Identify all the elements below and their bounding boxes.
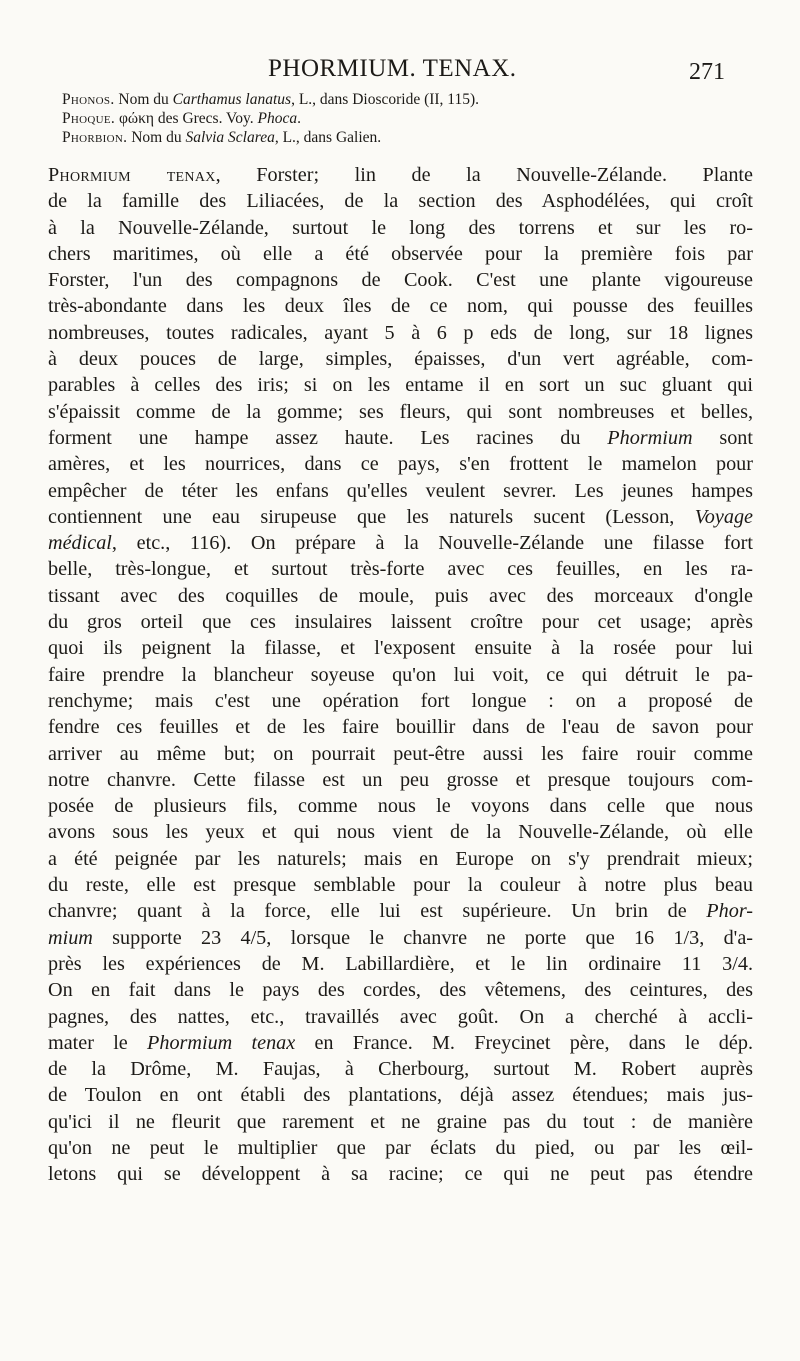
text-line [48, 714, 753, 740]
text-line [48, 346, 753, 372]
text-segment: belle, très-longue, et surtout très-forte avec ces feuilles, en les ra- [48, 558, 753, 581]
running-title: PHORMIUM. TENAX. [268, 55, 517, 82]
italic-segment: médical [48, 532, 112, 555]
text-segment: renchyme; mais c'est une opération fort longue : on a proposé de [48, 689, 753, 712]
text-line [48, 1030, 753, 1056]
text-line [48, 609, 753, 635]
text-line [48, 1004, 753, 1030]
entry-rest: , L., dans Dioscoride (II, 115). [291, 91, 480, 108]
text-line [48, 267, 753, 293]
entry-text: Nom du [114, 91, 173, 108]
text-line [48, 425, 753, 451]
entry-rest: , L., dans Galien. [274, 129, 382, 146]
entry-text: φώκη des Grecs. Voy. [115, 110, 258, 127]
text-segment: du reste, elle est presque semblable pour la couleur à notre plus beau [48, 874, 753, 897]
entry-rest: . [297, 110, 301, 127]
text-segment: forment une hampe assez haute. Les racines du [48, 426, 608, 449]
text-line [48, 1135, 753, 1161]
text-segment: , etc., 116). On prépare à la Nouvelle-Zélande une filasse fort [111, 532, 753, 555]
text-segment: nombreuses, toutes radicales, ayant 5 à 6 p eds de long, sur 18 lignes [48, 321, 753, 344]
text-segment: qu'ici il ne fleurit que rarement et ne graine pas du tout : de manière [48, 1110, 753, 1133]
text-line [48, 1109, 753, 1135]
short-entries [62, 90, 742, 147]
text-line [48, 556, 753, 582]
text-line [48, 793, 753, 819]
text-segment: On en fait dans le pays des cordes, des vêtemens, des ceintures, des [48, 979, 753, 1002]
text-segment: contiennent une eau sirupeuse que les naturels sucent (Lesson, [48, 505, 695, 528]
dictionary-entry [62, 109, 742, 128]
text-line [48, 451, 753, 477]
text-line [48, 977, 753, 1003]
text-segment: quoi ils peignent la filasse, et l'exposent ensuite à la rosée pour lui [48, 637, 753, 660]
text-segment: sont [692, 426, 754, 449]
text-segment: de Toulon en ont établi des plantations, déjà assez étendues; mais jus- [48, 1084, 753, 1107]
text-segment: du gros orteil que ces insulaires laissent croître pour cet usage; après [48, 611, 753, 634]
running-head [0, 55, 800, 95]
text-line [48, 215, 753, 241]
text-segment: Phormium tenax [48, 164, 216, 186]
text-line [48, 530, 753, 556]
entry-head: Phoque. [62, 110, 116, 127]
italic-segment: Voyage [694, 505, 753, 528]
italic-segment: Phor- [706, 900, 753, 923]
text-segment: amères, et les nourrices, dans ce pays, s'en frottent le mamelon pour [48, 453, 753, 476]
text-segment: de la Drôme, M. Faujas, à Cherbourg, surtout M. Robert auprès [48, 1058, 753, 1081]
text-segment: parables à celles des iris; si on les entame il en sort un suc gluant qui [48, 374, 753, 397]
text-segment: letons qui se développent à sa racine; ce qui ne peut pas étendre [48, 1163, 753, 1186]
text-line [48, 504, 753, 530]
entry-italic: Salvia Sclarea [185, 129, 275, 146]
text-line [48, 767, 753, 793]
text-segment: supporte 23 4/5, lorsque le chanvre ne porte que 16 1/3, d'a- [92, 926, 753, 949]
text-segment: chanvre; quant à la force, elle lui est supérieure. Un brin de [48, 900, 707, 923]
text-segment: s'épaissit comme de la gomme; ses fleurs, qui sont nombreuses et belles, [48, 400, 753, 423]
text-segment: tissant avec des coquilles de moule, puis avec des morceaux d'ongle [48, 584, 753, 607]
text-segment: a été peignée par les naturels; mais en Europe on s'y prendrait mieux; [48, 847, 753, 870]
text-segment: pagnes, des nattes, etc., travaillés avec goût. On a cherché à accli- [48, 1005, 753, 1028]
text-segment: à la Nouvelle-Zélande, surtout le long des torrens et sur les ro- [48, 216, 753, 239]
main-entry-text [48, 162, 753, 1188]
text-segment: à deux pouces de large, simples, épaisses, d'un vert agréable, com- [48, 348, 753, 371]
text-segment: fendre ces feuilles et de les faire bouillir dans de l'eau de savon pour [48, 716, 753, 739]
text-line [48, 320, 753, 346]
text-segment: près les expériences de M. Labillardière, et le lin ordinaire 11 3/4. [48, 952, 753, 975]
text-line [48, 1161, 753, 1187]
text-line [48, 1082, 753, 1108]
text-segment: , Forster; lin de la Nouvelle-Zélande. Plante [215, 164, 754, 186]
text-segment: très-abondante dans les deux îles de ce nom, qui pousse des feuilles [48, 295, 753, 318]
text-segment: avons sous les yeux et qui nous vient de la Nouvelle-Zélande, où elle [48, 821, 753, 844]
text-line [48, 846, 753, 872]
text-line [48, 293, 753, 319]
text-segment: en France. M. Freycinet père, dans le dép. [295, 1031, 753, 1054]
text-line [48, 583, 753, 609]
text-line [48, 872, 753, 898]
text-line [48, 399, 753, 425]
text-line [48, 951, 753, 977]
text-segment: Forster, l'un des compagnons de Cook. C'est une plante vigoureuse [48, 269, 753, 292]
text-segment: empêcher de téter les enfans qu'elles veulent sevrer. Les jeunes hampes [48, 479, 753, 502]
text-line [48, 741, 753, 767]
text-line [48, 1056, 753, 1082]
text-segment: de la famille des Liliacées, de la section des Asphodélées, qui croît [48, 190, 753, 213]
entry-head: Phorbion. [62, 129, 128, 146]
text-line [48, 925, 753, 951]
text-segment: mater le [48, 1031, 148, 1054]
text-segment: faire prendre la blancheur soyeuse qu'on lui voit, ce qui détruit le pa- [48, 663, 753, 686]
entry-head: Phonos. [62, 91, 115, 108]
italic-segment: mium [48, 926, 93, 949]
text-line [48, 635, 753, 661]
dictionary-entry [62, 90, 742, 109]
text-segment: posée de plusieurs fils, comme nous le voyons dans celle que nous [48, 795, 753, 818]
page-number: 271 [689, 59, 725, 85]
text-line [48, 188, 753, 214]
text-segment: notre chanvre. Cette filasse est un peu grosse et presque toujours com- [48, 768, 753, 791]
text-segment: arriver au même but; on pourrait peut-être aussi les faire rouir comme [48, 742, 753, 765]
dictionary-entry [62, 128, 742, 147]
italic-segment: Phormium tenax [147, 1031, 296, 1054]
text-segment: qu'on ne peut le multiplier que par éclats du pied, ou par les œil- [48, 1136, 753, 1159]
text-line [48, 162, 753, 188]
text-segment: chers maritimes, où elle a été observée pour la première fois par [48, 242, 753, 265]
text-line [48, 478, 753, 504]
italic-segment: Phormium [607, 426, 693, 449]
text-line [48, 662, 753, 688]
text-line [48, 241, 753, 267]
text-line [48, 898, 753, 924]
entry-text: Nom du [127, 129, 186, 146]
text-line [48, 819, 753, 845]
entry-italic: Phoca [257, 110, 298, 127]
text-line [48, 688, 753, 714]
entry-italic: Carthamus lanatus [172, 91, 292, 108]
text-line [48, 372, 753, 398]
